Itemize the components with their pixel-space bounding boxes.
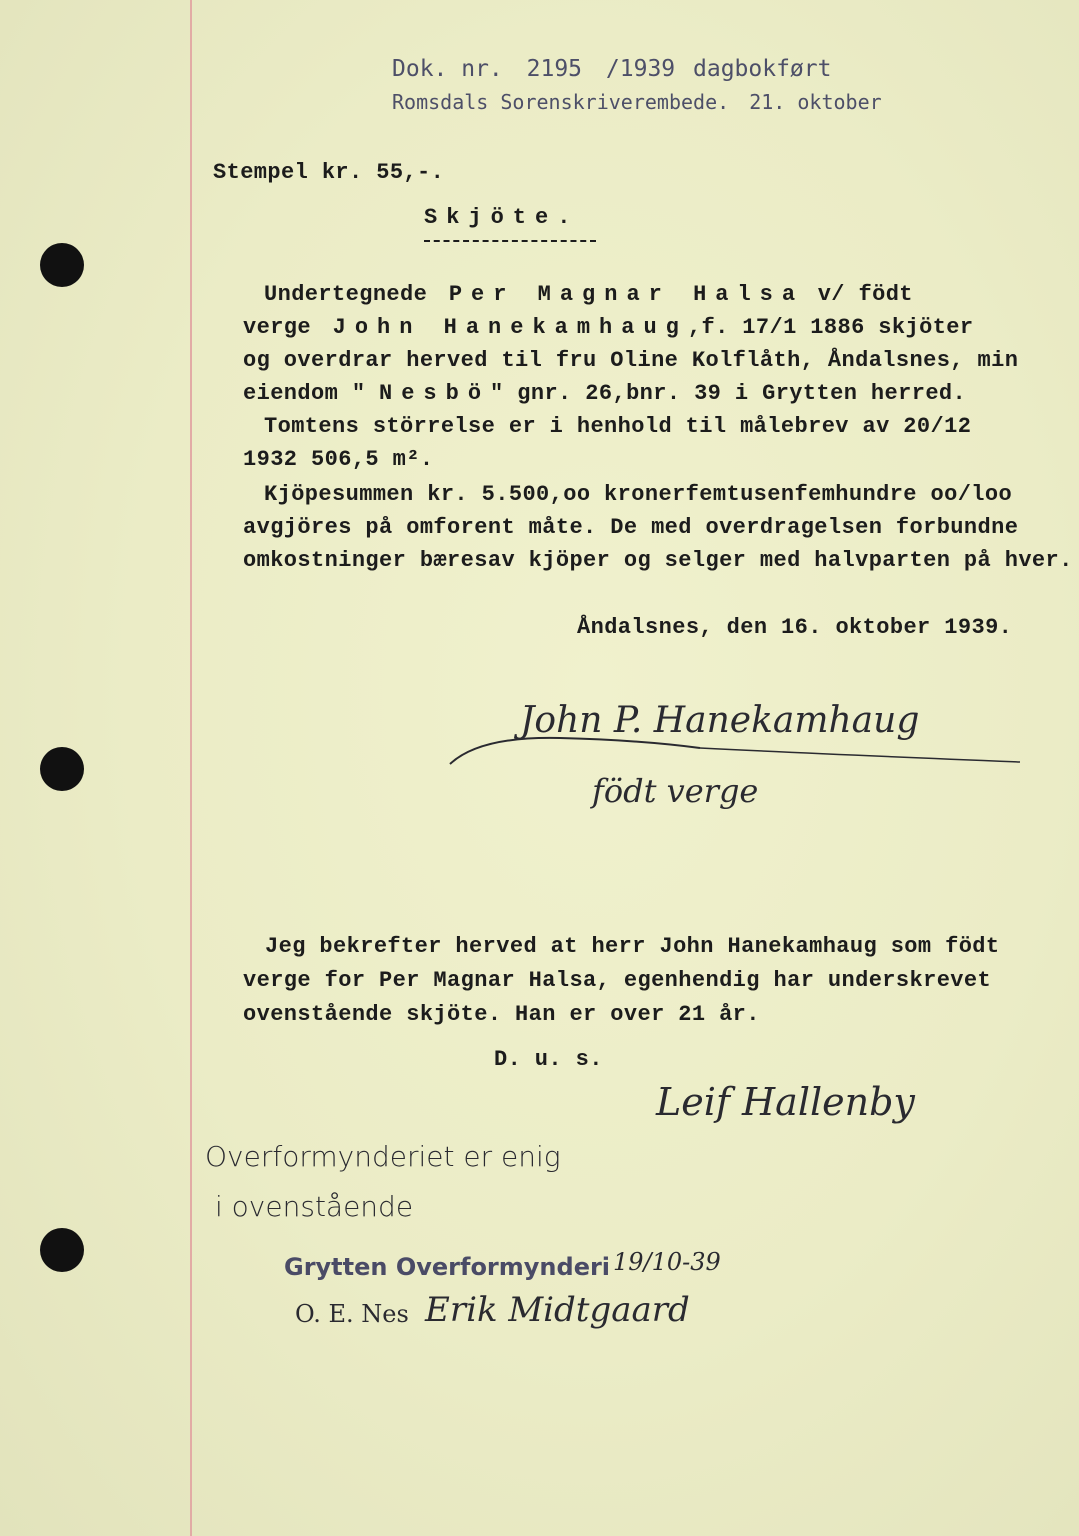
body-text: " gnr. 26,bnr. 39 i Grytten herred.	[490, 381, 967, 406]
body-line	[243, 315, 974, 340]
property-name: Nesbö	[379, 381, 491, 406]
overformynderi-signature: Erik Midtgaard	[425, 1290, 690, 1330]
registration-date: 21. oktober	[749, 90, 882, 114]
confirmation-line: verge for Per Magnar Halsa, egenhendig har underskrevet	[243, 968, 992, 993]
witness-signature: Leif Hallenby	[656, 1080, 915, 1124]
body-line: Kjöpesummen kr. 5.500,oo kronerfemtusenfemhundre oo/loo	[264, 482, 1013, 507]
body-text: verge	[243, 315, 312, 340]
handwritten-note-line: Overformynderiet er enig	[205, 1140, 561, 1173]
punch-hole	[40, 243, 84, 287]
guardian-role: födt verge	[592, 772, 759, 810]
seller-name: Per Magnar Halsa	[448, 282, 805, 307]
overformynderi-stamp: Grytten Overformynderi	[284, 1253, 611, 1281]
stamp-duty: Stempel kr. 55,-.	[213, 160, 445, 185]
office-name: Romsdals Sorenskriverembede.	[392, 90, 730, 114]
body-line: Tomtens störrelse er i henhold til målebrev av 20/12	[264, 414, 972, 439]
title-underline	[424, 240, 596, 242]
registered-label: dagbokført	[693, 56, 832, 82]
body-text: Undertegnede	[264, 282, 428, 307]
year-sep: /19	[605, 56, 648, 82]
handwritten-note-line: i ovenstående	[215, 1190, 414, 1223]
registration-stamp-line1	[392, 56, 831, 82]
body-text: ,f. 17/1 1886 skjöter	[687, 315, 974, 340]
confirmation-line: ovenstående skjöte. Han er over 21 år.	[243, 1002, 760, 1027]
document-title: Skjöte.	[424, 205, 580, 230]
doc-label: Dok. nr.	[392, 56, 503, 82]
registration-stamp-line2	[392, 90, 882, 114]
body-line: 1932 506,5 m².	[243, 447, 434, 472]
body-line: og overdrar herved til fru Oline Kolflåth, Åndalsnes, min	[243, 348, 1019, 373]
body-line	[264, 282, 913, 307]
body-line: omkostninger bæresav kjöper og selger med halvparten på hver.	[243, 548, 1073, 573]
doc-number: 2195	[526, 56, 583, 82]
body-text: v/ födt	[817, 282, 913, 307]
year-suffix: 39	[647, 56, 676, 82]
confirmation-line: Jeg bekrefter herved at herr John Hanekamhaug som födt	[265, 934, 1000, 959]
guardian-signature: John P. Hanekamhaug	[520, 700, 920, 741]
punch-hole	[40, 747, 84, 791]
overformynderi-initials: O. E. Nes	[295, 1300, 409, 1328]
closing-abbreviation: D. u. s.	[494, 1047, 603, 1072]
margin-line	[190, 0, 192, 1536]
overformynderi-date: 19/10-39	[613, 1248, 721, 1276]
guardian-name: John Hanekamhaug	[332, 315, 688, 340]
place-date: Åndalsnes, den 16. oktober 1939.	[577, 615, 1013, 640]
body-line	[243, 381, 966, 406]
body-line: avgjöres på omforent måte. De med overdragelsen forbundne	[243, 515, 1019, 540]
body-text: eiendom "	[243, 381, 366, 406]
punch-hole	[40, 1228, 84, 1272]
